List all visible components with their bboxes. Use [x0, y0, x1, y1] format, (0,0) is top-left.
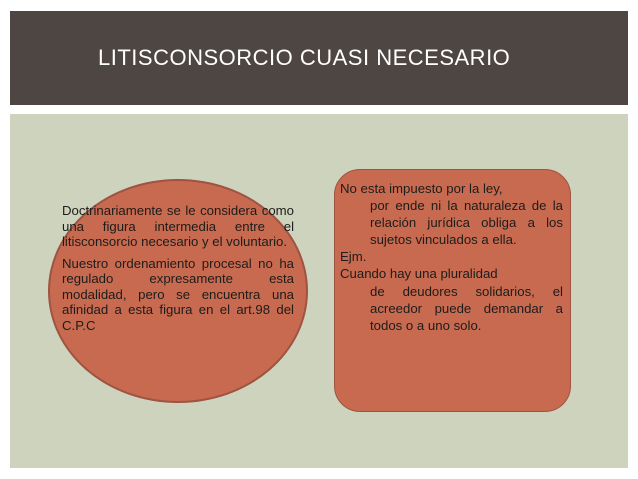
box-line-2-continuation: de deudores solidarios, el acreedor puede demandar a todos o a uno solo.: [370, 283, 563, 333]
oval-paragraph-2: Nuestro ordenamiento procesal no ha regulado expresamente esta modalidad, pero se encuentra una afinidad a esta figura en el art.98 del C.P.C: [62, 255, 294, 333]
box-line-2-start: Cuando hay una pluralidad: [340, 266, 498, 282]
oval-paragraph-1: Doctrinariamente se le considera como una figura intermedia entre el litisconsorcio necesario y el voluntario.: [62, 203, 294, 249]
rounded-box-text: [340, 180, 563, 334]
oval-text: [62, 203, 294, 339]
title-bar: [10, 11, 628, 105]
slide-title: LITISCONSORCIO CUASI NECESARIO: [98, 45, 511, 70]
box-line-1-start: No esta impuesto por la ley,: [340, 181, 503, 196]
box-line-1-continuation: por ende ni la naturaleza de la relación jurídica obliga a los sujetos vinculados a ella.: [370, 198, 563, 248]
box-example-label: Ejm.: [340, 249, 367, 265]
